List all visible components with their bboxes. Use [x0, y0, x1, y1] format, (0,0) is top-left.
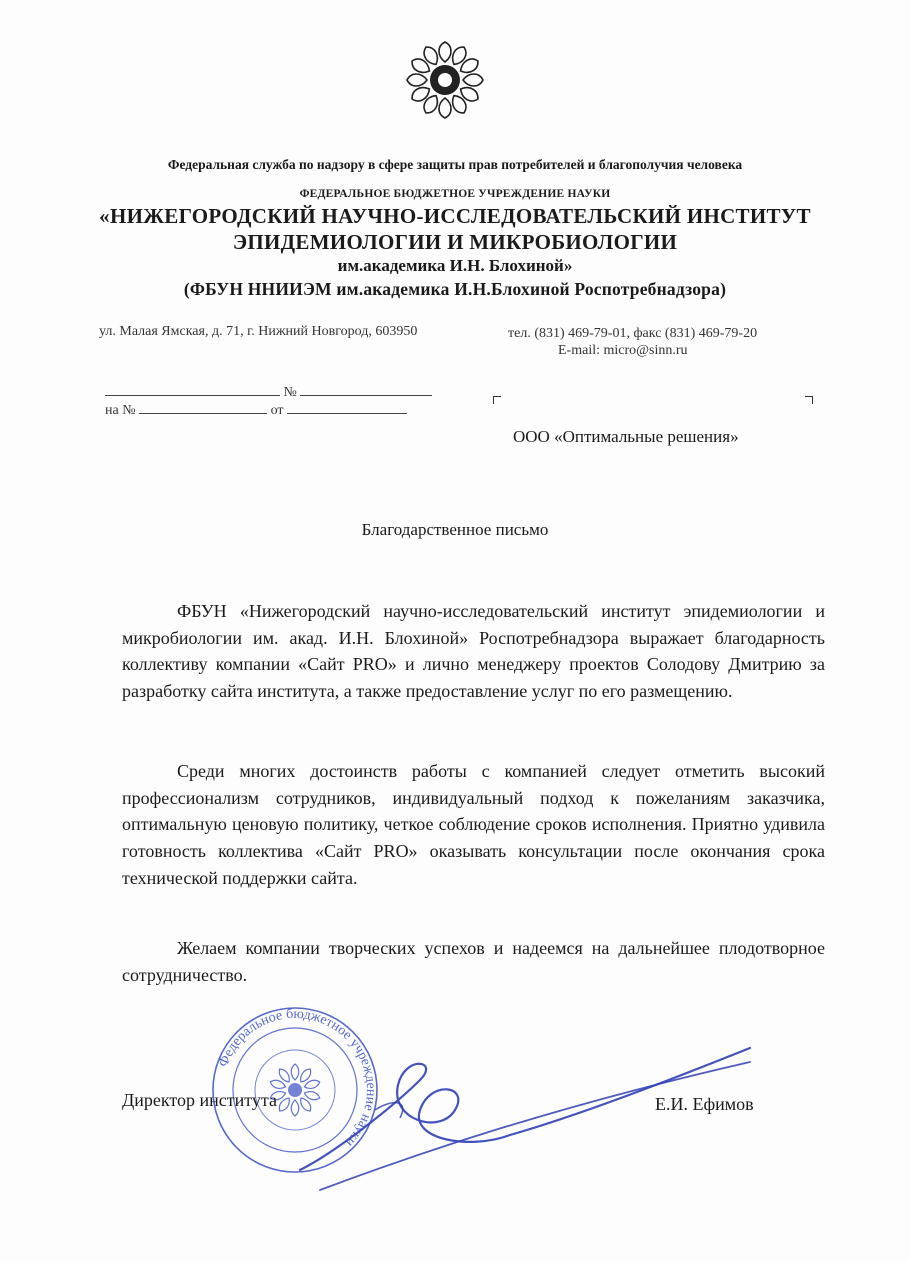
institution-name-line2: ЭПИДЕМИОЛОГИИ И МИКРОБИОЛОГИИ: [232, 230, 678, 254]
institution-email: E-mail: micro@sinn.ru: [558, 343, 688, 358]
from-label: от: [270, 403, 284, 418]
on-number-label: на №: [105, 403, 136, 418]
stamp-text: Федеральное бюджетное учреждение науки: [216, 1006, 379, 1150]
handwritten-signature-icon: [280, 1040, 770, 1200]
outgoing-number-line: [105, 383, 432, 401]
signatory-title: Директор института: [122, 1090, 277, 1110]
incoming-number-blank: [139, 401, 267, 414]
incoming-date-blank: [287, 401, 407, 414]
number-blank: [300, 383, 432, 396]
date-blank: [105, 383, 280, 396]
signatory-name: Е.И. Ефимов: [655, 1094, 754, 1114]
institution-phone: тел. (831) 469-79-01, факс (831) 469-79-20: [508, 326, 758, 341]
institution-name-line1: «НИЖЕГОРОДСКИЙ НАУЧНО-ИССЛЕДОВАТЕЛЬСКИЙ ИНСТИТУТ: [99, 204, 811, 228]
address-corner-right: [805, 396, 813, 404]
paragraph-2: Среди многих достоинств работы с компанией следует отметить высокий профессионализм сотрудников, индивидуальный подход к пожеланиям заказчика, оптимальную ценовую политику, четкое соблюдение сроков исполнения. Приятно удивила готовность коллектива «Сайт PRO» оказывать консультации после окончания срока технической поддержки сайта.: [122, 761, 825, 888]
institution-address: ул. Малая Ямская, д. 71, г. Нижний Новгород, 603950: [99, 324, 418, 339]
address-corner-left: [493, 396, 501, 404]
paragraph-1: ФБУН «Нижегородский научно-исследовательский институт эпидемиологии и микробиологии им. акад. И.Н. Блохиной» Роспотребнадзора выражает благодарность коллективу компании «Сайт PRO» и лично менеджеру проектов Солодову Дмитрию за разработку сайта института, а также предоставление услуг по его размещению.: [122, 601, 825, 702]
recipient: ООО «Оптимальные решения»: [513, 427, 739, 446]
institution-name-line3: им.академика И.Н. Блохиной»: [337, 256, 573, 275]
institution-short-name: (ФБУН ННИИЭМ им.академика И.Н.Блохиной Роспотребнадзора): [183, 279, 727, 299]
letter-title: Благодарственное письмо: [361, 520, 549, 539]
institution-type: ФЕДЕРАЛЬНОЕ БЮДЖЕТНОЕ УЧРЕЖДЕНИЕ НАУКИ: [299, 188, 611, 200]
rosette-emblem-icon: [405, 40, 485, 120]
incoming-number-line: [105, 401, 407, 419]
agency-name: Федеральная служба по надзору в сфере защиты прав потребителей и благополучия человека: [167, 157, 743, 172]
number-label: №: [283, 385, 297, 400]
paragraph-3: Желаем компании творческих успехов и надеемся на дальнейшее плодотворное сотрудничество.: [122, 938, 825, 985]
